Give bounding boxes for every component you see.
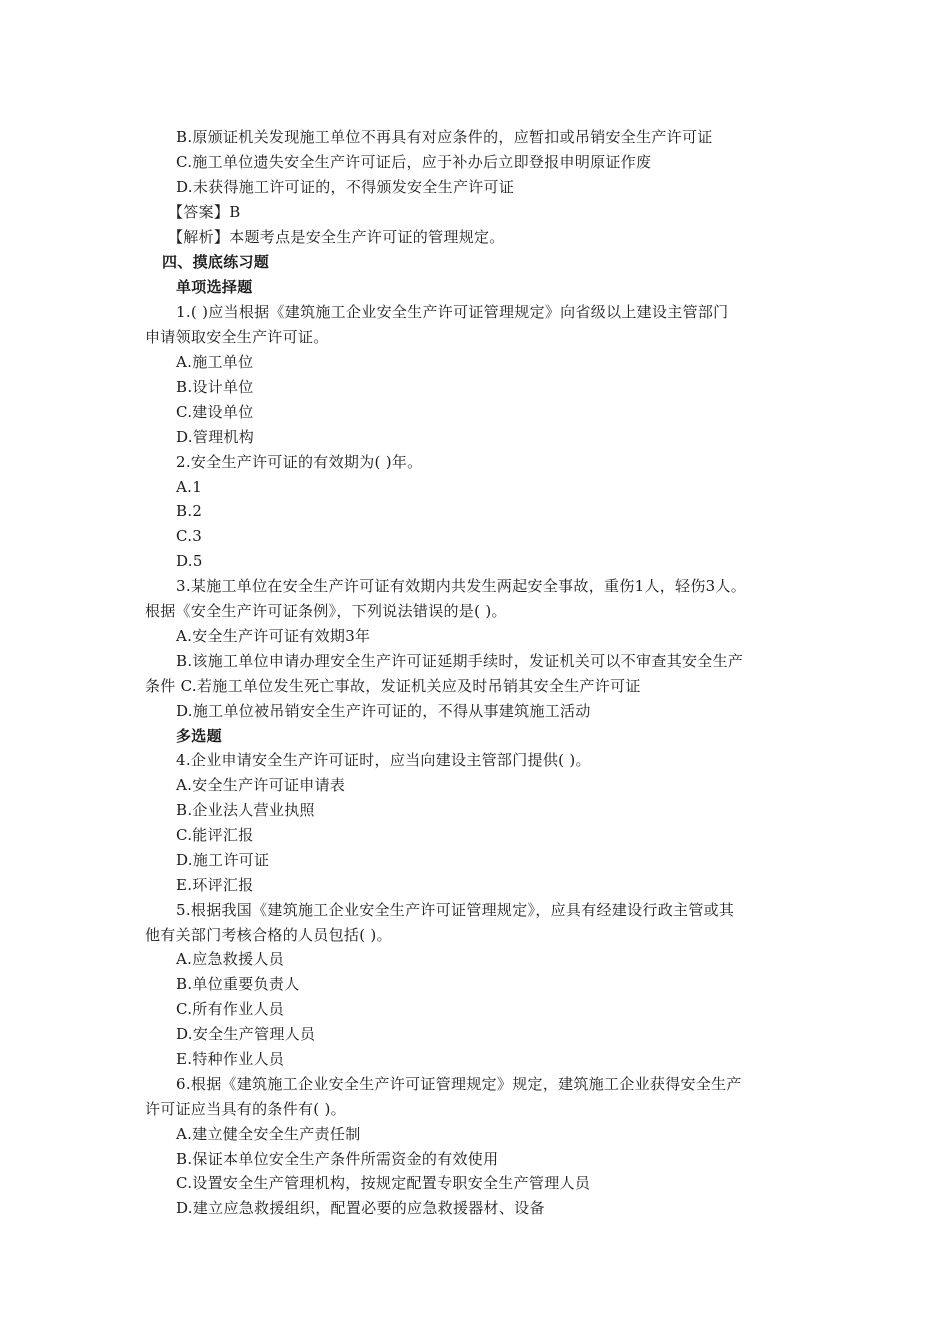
q6-option-d: D.建立应急救援组织，配置必要的应急救援器材、设备 — [176, 1199, 545, 1217]
q2-option-b: B.2 — [176, 502, 203, 520]
prev-option-c: C.施工单位遗失安全生产许可证后，应于补办后立即登报申明原证作废 — [176, 153, 652, 171]
prev-analysis: 【解析】本题考点是安全生产许可证的管理规定。 — [168, 228, 505, 246]
prev-option-d: D.未获得施工许可证的，不得颁发安全生产许可证 — [176, 178, 515, 196]
q4-option-c: C.能评汇报 — [176, 826, 254, 844]
q5-option-b: B.单位重要负责人 — [176, 975, 300, 993]
q2-option-d: D.5 — [176, 552, 203, 570]
q3-option-a: A.安全生产许可证有效期3年 — [176, 627, 371, 645]
q6-line1: 6.根据《建筑施工企业安全生产许可证管理规定》规定，建筑施工企业获得安全生产 — [176, 1075, 742, 1093]
multiple-choice-title: 多选题 — [176, 727, 222, 745]
q5-line2: 他有关部门考核合格的人员包括( )。 — [145, 926, 392, 944]
q4-option-d: D.施工许可证 — [176, 851, 270, 869]
q4-option-b: B.企业法人营业执照 — [176, 801, 315, 819]
q3-line1: 3.某施工单位在安全生产许可证有效期内共发生两起安全事故，重伤1人，轻伤3人。 — [176, 577, 747, 595]
prev-option-b: B.原颁证机关发现施工单位不再具有对应条件的，应暂扣或吊销安全生产许可证 — [176, 128, 713, 146]
q3-option-b-line1: B.该施工单位申请办理安全生产许可证延期手续时，发证机关可以不审查其安全生产 — [176, 652, 744, 670]
q3-option-b-line2: 条件 C.若施工单位发生死亡事故，发证机关应及时吊销其安全生产许可证 — [145, 677, 641, 695]
q3-option-d: D.施工单位被吊销安全生产许可证的，不得从事建筑施工活动 — [176, 702, 591, 720]
q5-option-e: E.特种作业人员 — [176, 1050, 285, 1068]
q6-option-c: C.设置安全生产管理机构，按规定配置专职安全生产管理人员 — [176, 1174, 591, 1192]
q5-option-d: D.安全生产管理人员 — [176, 1025, 316, 1043]
q5-option-c: C.所有作业人员 — [176, 1000, 285, 1018]
q4-line1: 4.企业申请安全生产许可证时，应当向建设主管部门提供( )。 — [176, 751, 591, 769]
q1-option-c: C.建设单位 — [176, 403, 254, 421]
q2-option-a: A.1 — [176, 478, 203, 496]
q2-line1: 2.安全生产许可证的有效期为( )年。 — [176, 453, 423, 471]
prev-answer: 【答案】B — [168, 203, 241, 221]
q6-option-a: A.建立健全安全生产责任制 — [176, 1125, 361, 1143]
single-choice-title: 单项选择题 — [176, 278, 253, 296]
q1-option-d: D.管理机构 — [176, 428, 255, 446]
q1-option-b: B.设计单位 — [176, 378, 254, 396]
q1-line1: 1.( )应当根据《建筑施工企业安全生产许可证管理规定》向省级以上建设主管部门 — [176, 303, 729, 321]
q2-option-c: C.3 — [176, 527, 203, 545]
q1-option-a: A.施工单位 — [176, 353, 254, 371]
q4-option-e: E.环评汇报 — [176, 876, 254, 894]
q5-line1: 5.根据我国《建筑施工企业安全生产许可证管理规定》，应具有经建设行政主管或其 — [176, 901, 735, 919]
q4-option-a: A.安全生产许可证申请表 — [176, 776, 346, 794]
q6-option-b: B.保证本单位安全生产条件所需资金的有效使用 — [176, 1150, 499, 1168]
section-title: 四、摸底练习题 — [162, 253, 270, 271]
q6-line2: 许可证应当具有的条件有( )。 — [145, 1100, 346, 1118]
q5-option-a: A.应急救援人员 — [176, 950, 285, 968]
q1-line2: 申请领取安全生产许可证。 — [145, 328, 329, 346]
q3-line2: 根据《安全生产许可证条例》，下列说法错误的是( )。 — [145, 602, 507, 620]
